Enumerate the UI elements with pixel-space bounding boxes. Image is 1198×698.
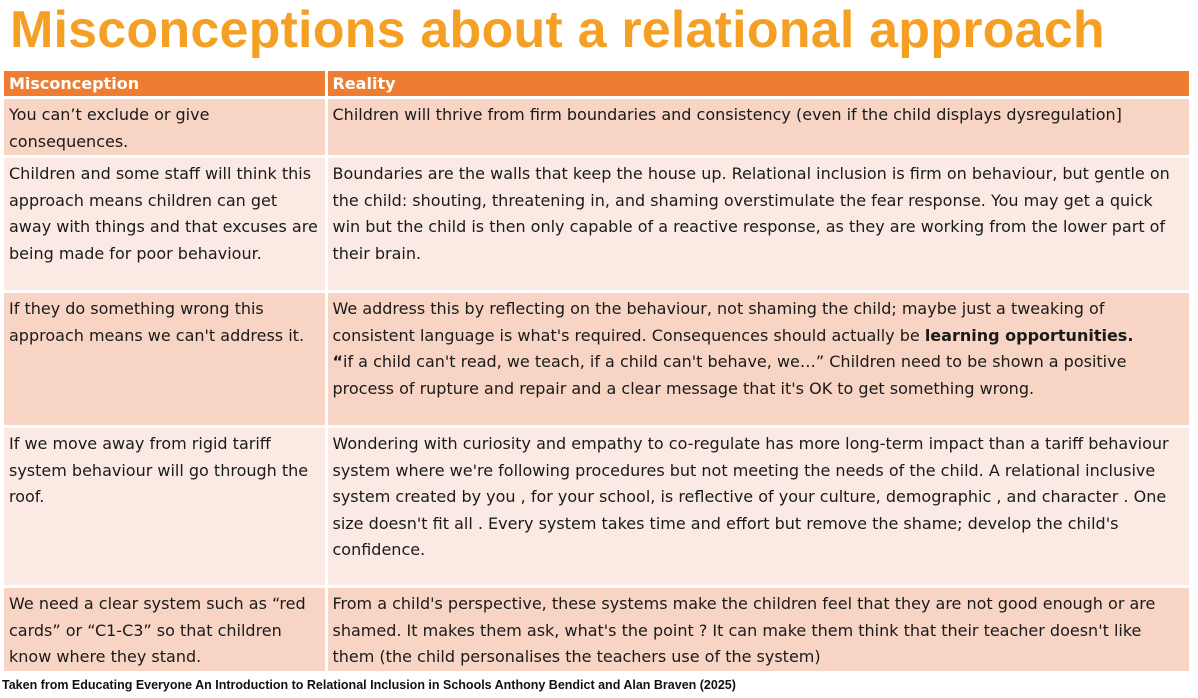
quote-mark: “ [332,352,344,371]
table-row [4,587,1191,673]
table-header-row [4,71,1191,98]
table-row [4,157,1191,292]
reality-text-part: if a child can't read, we teach, if a child can't behave, we…” Children need to be shown a positive process of rupture and repair and a clear message that it's OK to get something wrong. [332,352,1127,398]
reality-cell: Boundaries are the walls that keep the house up. Relational inclusion is firm on behaviour, but gentle on the child: shouting, threatening in, and shaming overstimulate the fear response. You may get a quick win but the child is then only capable of a reactive response, as they are working from the lower part of their brain. [326,157,1191,292]
misconception-cell: Children and some staff will think this approach means children can get away with things and that excuses are being made for poor behaviour. [4,157,326,292]
reality-text-part: We address this by reflecting on the behaviour, not shaming the child; maybe just a tweaking of consistent language is what's required. Consequences should actually be [332,299,1105,345]
table-row [4,98,1191,157]
reality-cell: Wondering with curiosity and empathy to co-regulate has more long-term impact than a tariff behaviour system where we're following procedures but not meeting the needs of the child. A relational inclusive system created by you , for your school, is reflective of your culture, demographic , and character . One size doesn't fit all . Every system takes time and effort but remove the shame; develop the child's confidence. [326,427,1191,587]
misconception-cell: If they do something wrong this approach means we can't address it. [4,292,326,427]
misconceptions-table [4,71,1192,674]
learning-opportunities-emphasis: learning opportunities. [924,325,1134,345]
reality-cell [326,292,1191,427]
reality-cell: Children will thrive from firm boundaries and consistency (even if the child displays dysregulation] [326,98,1191,157]
misconception-cell: We need a clear system such as “red cards” or “C1-C3” so that children know where they stand. [4,587,326,673]
misconception-cell: You can’t exclude or give consequences. [4,98,326,157]
misconception-cell: If we move away from rigid tariff system behaviour will go through the roof. [4,427,326,587]
table-row [4,292,1191,427]
reality-cell: From a child's perspective, these systems make the children feel that they are not good enough or are shamed. It makes them ask, what's the point ? It can make them think that their teacher doesn't like them (the child personalises the teachers use of the system) [326,587,1191,673]
slide-title: Misconceptions about a relational approach [10,1,1105,59]
source-citation: Taken from Educating Everyone An Introduction to Relational Inclusion in Schools Anthony Bendict and Alan Braven (2025) [2,678,736,692]
table-row [4,427,1191,587]
header-reality: Reality [326,71,1191,98]
header-misconception: Misconception [4,71,326,98]
misconceptions-table-container [4,71,1192,670]
